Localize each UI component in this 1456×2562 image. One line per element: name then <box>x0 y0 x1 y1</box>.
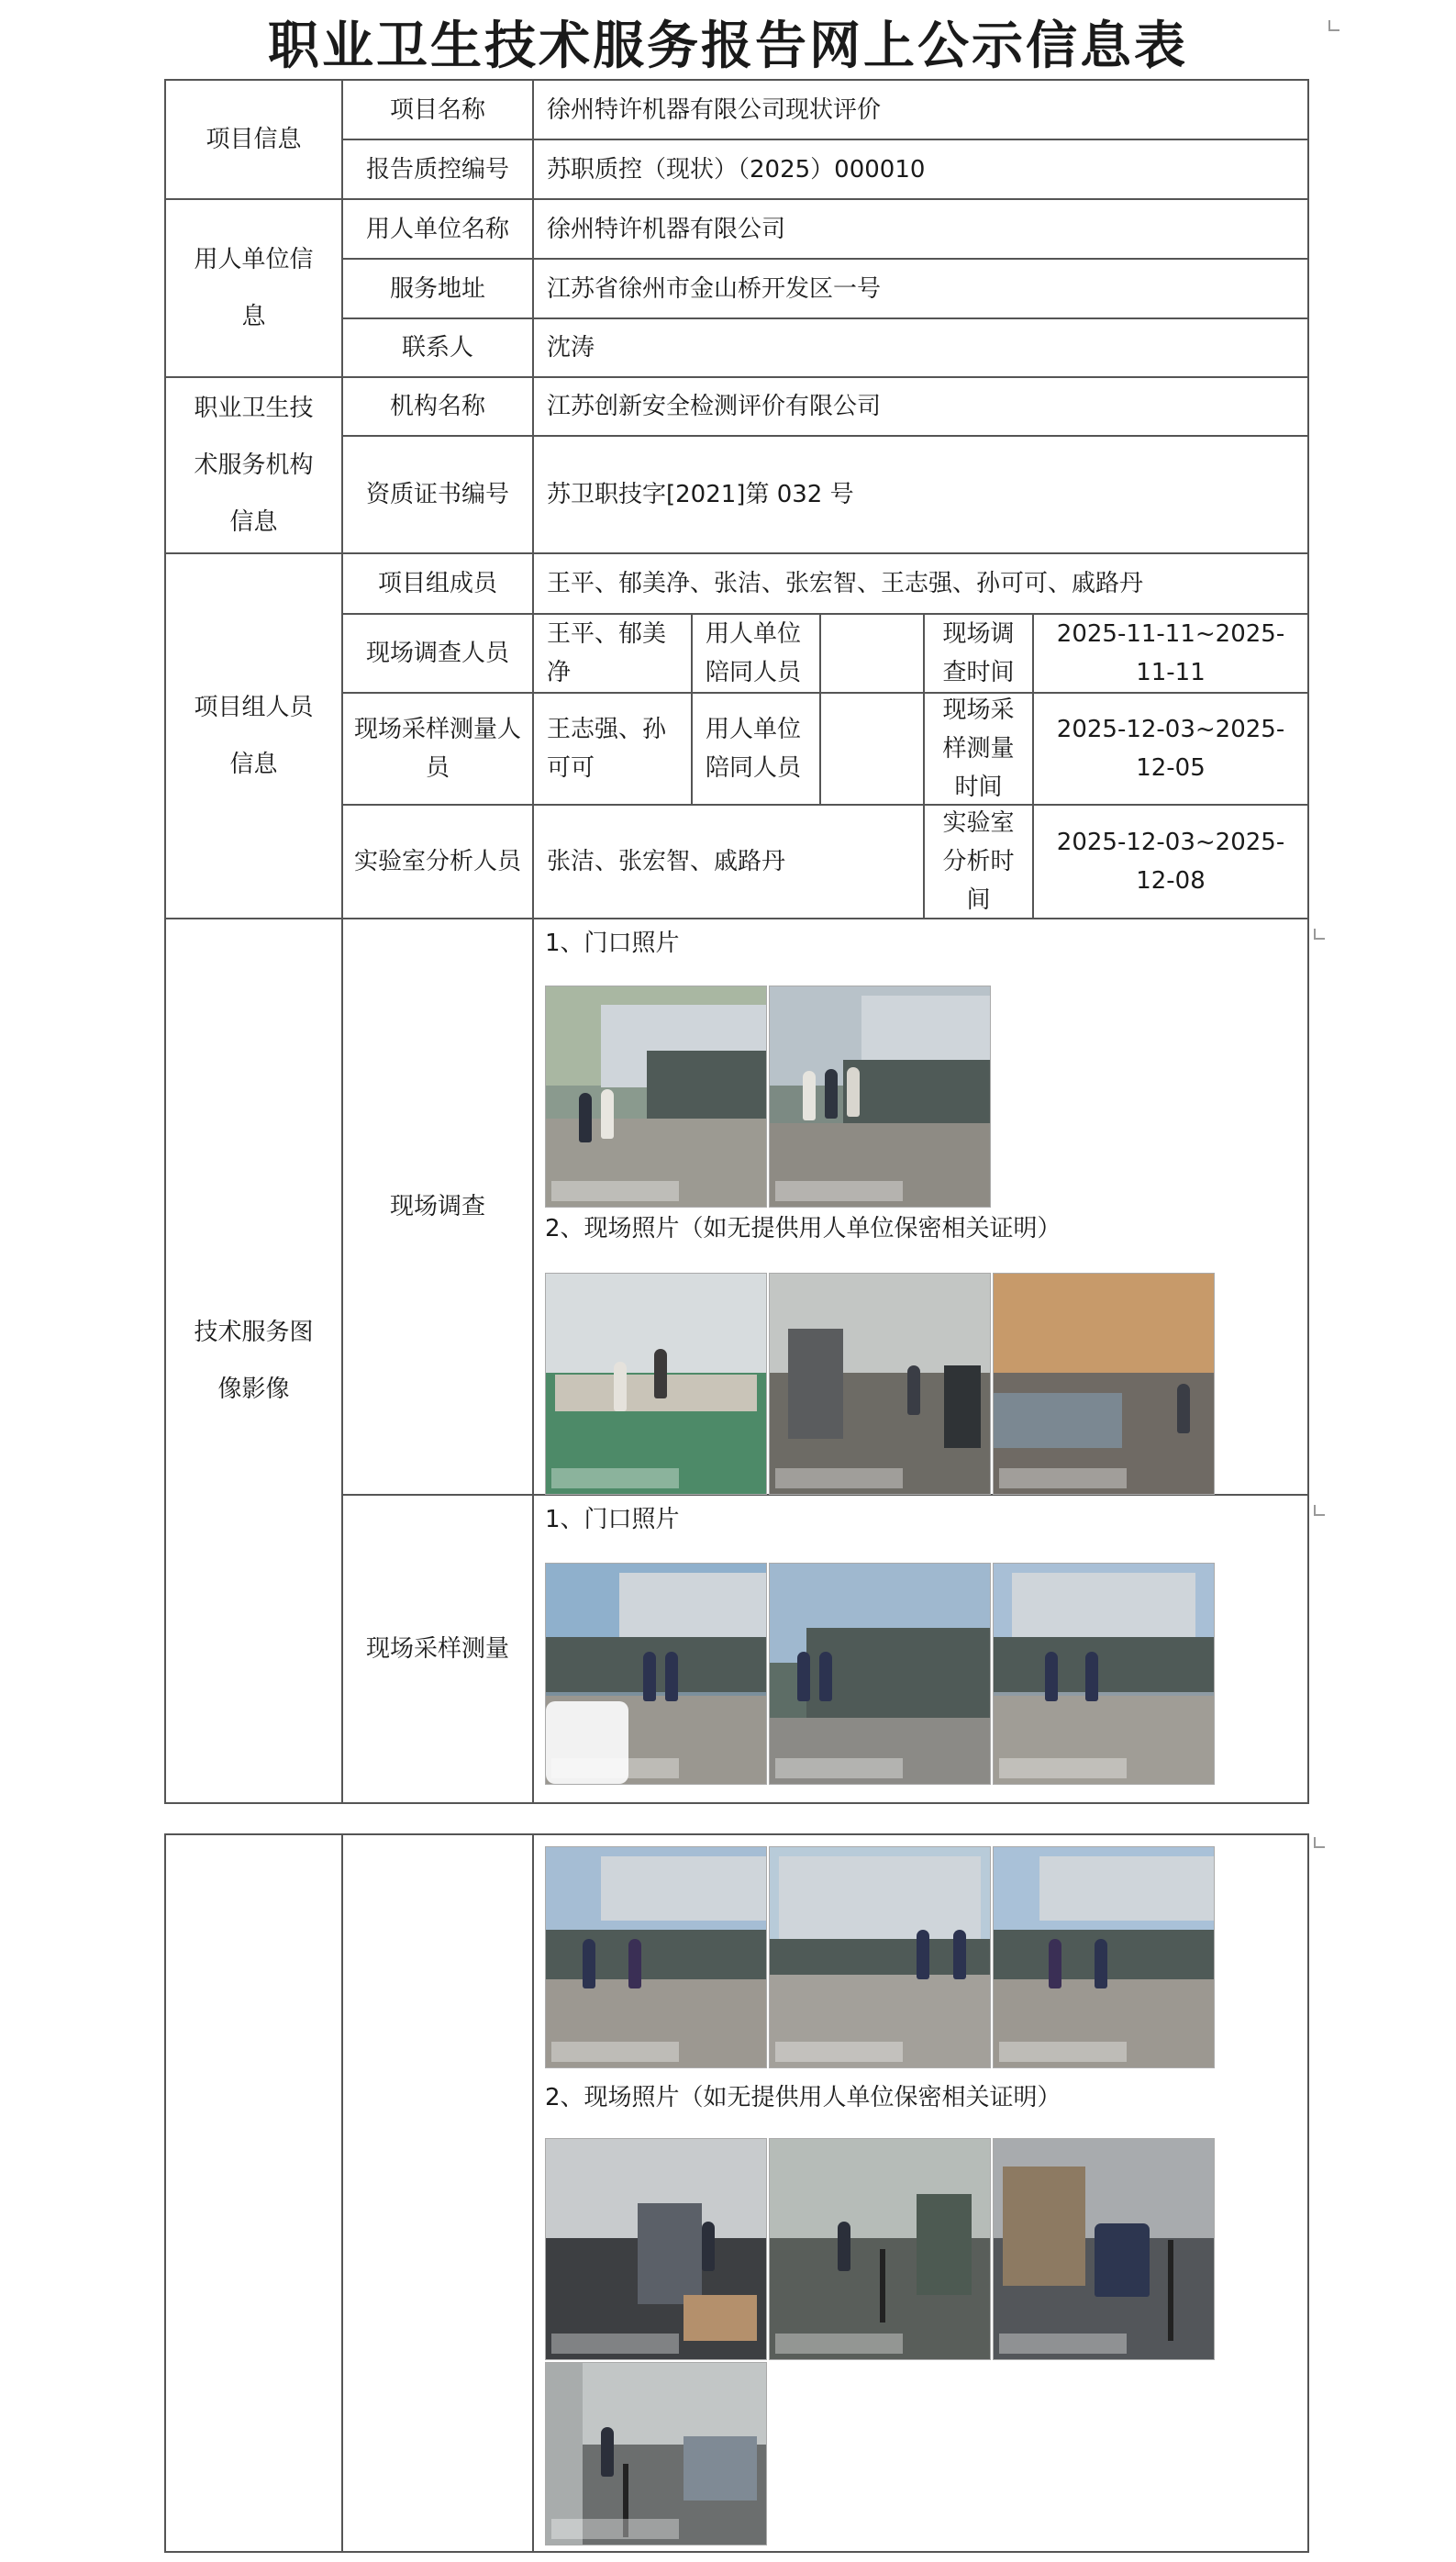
section-project-info <box>165 80 342 199</box>
survey-staff-value: 王平、郁美净 <box>533 614 692 693</box>
section-label: 项目组人员信息 <box>194 694 314 778</box>
sampling-door-caption: 1、门口照片 <box>545 1506 680 1533</box>
sampling-door-photo-3 <box>993 1563 1215 1785</box>
paragraph-mark <box>1328 20 1339 31</box>
survey-accomp-value <box>820 614 924 693</box>
sampling-door-photo-1 <box>545 1563 767 1785</box>
survey-time-value: 2025-11-11~2025-11-11 <box>1033 614 1308 693</box>
lab-staff-value: 张洁、张宏智、戚路丹 <box>533 805 924 919</box>
members-value: 王平、郁美净、张洁、张宏智、王志强、孙可可、戚路丹 <box>533 553 1308 614</box>
sampling-door-photo-4 <box>545 1846 767 2068</box>
sampling-accomp-value <box>820 693 924 805</box>
org-name-label: 机构名称 <box>342 377 533 436</box>
address-value: 江苏省徐州市金山桥开发区一号 <box>533 259 1308 318</box>
qc-label: 报告质控编号 <box>342 139 533 199</box>
section-employer-info <box>165 199 342 377</box>
sampling-site-photo-1 <box>545 2138 767 2360</box>
section-agency-info <box>165 377 342 553</box>
page-title: 职业卫生技术服务报告网上公示信息表 <box>268 17 1188 76</box>
employer-unit-label: 用人单位名称 <box>342 199 533 259</box>
sampling-time-label: 现场采样测量时间 <box>924 693 1033 805</box>
members-label: 项目组成员 <box>342 553 533 614</box>
survey-accomp-label: 用人单位陪同人员 <box>692 614 820 693</box>
paragraph-mark <box>1314 1837 1325 1848</box>
survey-door-caption: 1、门口照片 <box>545 930 680 957</box>
org-name-value: 江苏创新安全检测评价有限公司 <box>533 377 1308 436</box>
sampling-site-photo-2 <box>769 2138 991 2360</box>
paragraph-mark <box>1314 929 1325 940</box>
sampling-site-photo-4 <box>545 2362 767 2545</box>
sampling-door-photo-5 <box>769 1846 991 2068</box>
sampling-staff-value: 王志强、孙可可 <box>533 693 692 805</box>
lab-staff-label: 实验室分析人员 <box>342 805 533 919</box>
section-label: 技术服务图像影像 <box>194 1319 314 1403</box>
section-team-info <box>165 553 342 919</box>
cert-label: 资质证书编号 <box>342 436 533 553</box>
section-label: 项目信息 <box>206 126 302 153</box>
paragraph-mark <box>1314 1505 1325 1516</box>
qc-value: 苏职质控（现状）（2025）000010 <box>533 139 1308 199</box>
survey-door-photo-1 <box>545 986 767 1208</box>
section-label: 职业卫生技术服务机构信息 <box>194 395 314 536</box>
lab-time-label: 实验室分析时间 <box>924 805 1033 919</box>
survey-site-photo-1 <box>545 1273 767 1495</box>
sampling-door-photo-6 <box>993 1846 1215 2068</box>
continued-section-cell <box>165 1834 342 2552</box>
project-name-label: 项目名称 <box>342 80 533 139</box>
survey-site-caption: 2、现场照片（如无提供用人单位保密相关证明） <box>545 1215 1061 1242</box>
sampling-site-caption: 2、现场照片（如无提供用人单位保密相关证明） <box>545 2084 1061 2111</box>
contact-value: 沈涛 <box>533 318 1308 377</box>
lab-time-value: 2025-12-03~2025-12-08 <box>1033 805 1308 919</box>
survey-door-photo-2 <box>769 986 991 1208</box>
sampling-accomp-label: 用人单位陪同人员 <box>692 693 820 805</box>
section-label: 用人单位信息 <box>194 246 314 330</box>
sampling-door-photo-2 <box>769 1563 991 1785</box>
project-name-value: 徐州特许机器有限公司现状评价 <box>533 80 1308 139</box>
section-images <box>165 919 342 1803</box>
sampling-site-photo-3 <box>993 2138 1215 2360</box>
info-table <box>164 79 1309 1804</box>
address-label: 服务地址 <box>342 259 533 318</box>
contact-label: 联系人 <box>342 318 533 377</box>
survey-images-label: 现场调查 <box>342 919 533 1495</box>
survey-site-photo-3 <box>993 1273 1215 1495</box>
employer-unit-value: 徐州特许机器有限公司 <box>533 199 1308 259</box>
survey-time-label: 现场调查时间 <box>924 614 1033 693</box>
continued-label-cell <box>342 1834 533 2552</box>
sampling-staff-label: 现场采样测量人员 <box>342 693 533 805</box>
cert-value: 苏卫职技字[2021]第 032 号 <box>533 436 1308 553</box>
sampling-images-label: 现场采样测量 <box>342 1495 533 1803</box>
survey-staff-label: 现场调查人员 <box>342 614 533 693</box>
sampling-time-value: 2025-12-03~2025-12-05 <box>1033 693 1308 805</box>
survey-site-photo-2 <box>769 1273 991 1495</box>
